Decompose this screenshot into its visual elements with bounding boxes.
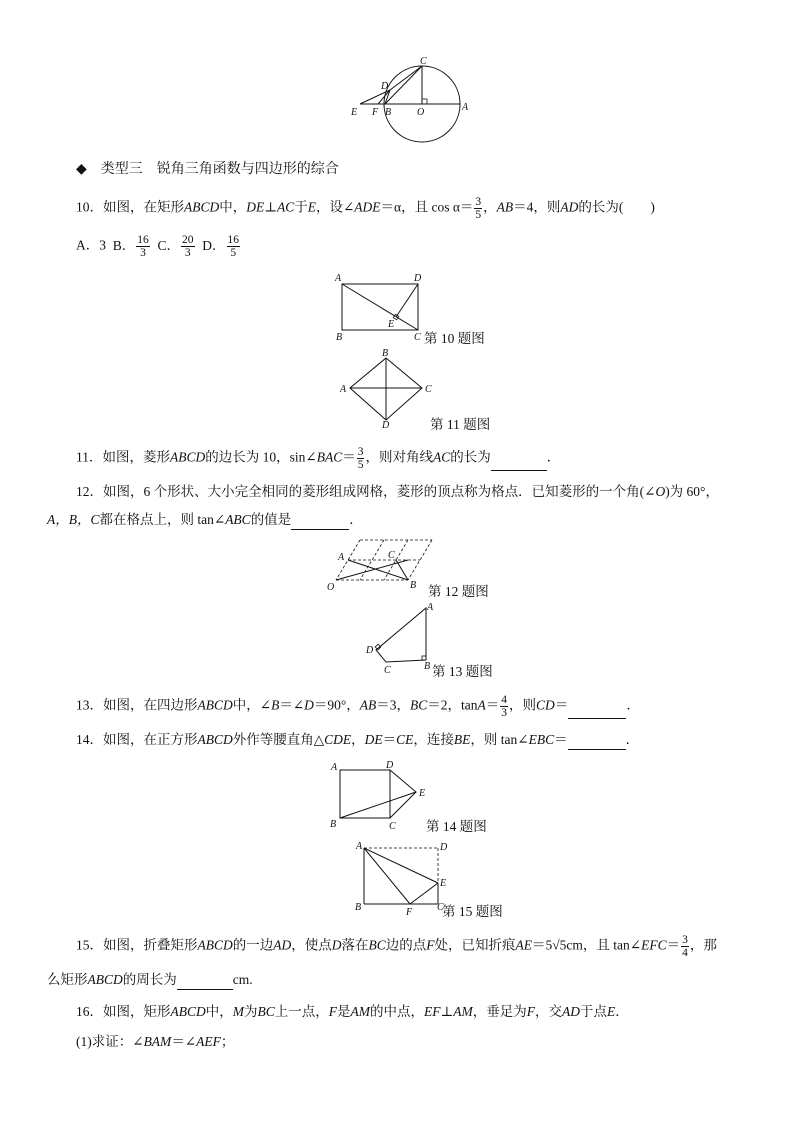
svg-text:C: C xyxy=(384,665,391,676)
label-A: A xyxy=(462,102,469,113)
q12-caption: 第 12 题图 xyxy=(428,584,489,599)
svg-text:B: B xyxy=(330,819,337,830)
svg-text:D: D xyxy=(440,842,448,853)
section-title: 类型三 锐角三角函数与四边形的综合 xyxy=(100,160,339,176)
q14-stem: 14．如图，在正方形ABCD外作等腰直角△CDE，DE＝CE，连接BE，则 tan∠EBC＝ ． xyxy=(76,730,639,750)
q12-stem-line2: A，B，C都在格点上，则 tan∠ABC的值是 ． xyxy=(47,510,363,530)
q11-stem: 11．如图，菱形ABCD的边长为 10，sin∠BAC＝ $\frac{3}{5}$ ，则对角线AC的长为 ． xyxy=(76,446,561,471)
fraction: $\frac{3}{5}$ xyxy=(475,196,482,221)
svg-text:A: A xyxy=(335,273,342,284)
svg-text:F: F xyxy=(406,907,413,918)
q10-options xyxy=(76,234,241,259)
svg-text:E: E xyxy=(419,788,426,799)
q13-stem: 13．如图，在四边形ABCD中，∠B＝∠D＝90°，AB＝3，BC＝2，tanA＝ $\frac{4}{3}$ ，则CD＝ ． xyxy=(76,694,640,719)
q14-figure xyxy=(328,756,438,832)
q15-figure xyxy=(350,838,450,918)
svg-text:D: D xyxy=(366,645,374,656)
diamond-bullet-icon: ◆ xyxy=(76,160,87,176)
q16-stem: 16．如图，矩形ABCD中，M为BC上一点，F是AM的中点，EF⊥AM，垂足为F，交AD于点E． xyxy=(76,1004,629,1019)
answer-blank xyxy=(568,735,626,750)
svg-text:B: B xyxy=(382,348,389,359)
svg-text:D: D xyxy=(414,273,422,284)
q12-stem-line1: 12．如图，6 个形状、大小完全相同的菱形组成网格，菱形的顶点称为格点．已知菱形的一个角(∠O)为 60°， xyxy=(76,484,719,499)
answer-blank xyxy=(291,515,349,530)
svg-text:O: O xyxy=(327,582,335,593)
q11-caption: 第 11 题图 xyxy=(430,417,491,432)
svg-text:C: C xyxy=(414,332,421,343)
svg-text:C: C xyxy=(389,821,396,832)
svg-text:B: B xyxy=(410,580,417,591)
label-E: E xyxy=(351,107,358,118)
svg-text:D: D xyxy=(382,420,390,431)
q11-figure xyxy=(338,348,438,430)
svg-text:A: A xyxy=(427,602,434,613)
label-D: D xyxy=(381,81,389,92)
q13-caption: 第 13 题图 xyxy=(432,664,493,679)
svg-text:B: B xyxy=(336,332,343,343)
option-c: C． $\frac{20}{3}$ xyxy=(157,234,194,259)
svg-text:E: E xyxy=(388,319,395,330)
svg-text:A: A xyxy=(338,552,345,563)
q15-stem-line1: 15．如图，折叠矩形ABCD的一边AD，使点D落在BC边的点F处，已知折痕AE＝5√5cm，且 tan∠EFC＝ $\frac{3}{4}$ ，那 xyxy=(76,934,717,959)
label-B: B xyxy=(385,107,392,118)
svg-text:B: B xyxy=(424,661,431,672)
label-F: F xyxy=(372,107,379,118)
svg-text:A: A xyxy=(340,384,347,395)
svg-text:C: C xyxy=(437,902,444,913)
q16-sub1: (1)求证：∠BAM＝∠AEF； xyxy=(76,1034,235,1049)
svg-text:A: A xyxy=(356,841,363,852)
q15-stem-line2: 么矩形ABCD的周长为 cm. xyxy=(47,970,253,990)
q10-figure xyxy=(334,270,434,344)
svg-text:D: D xyxy=(386,760,394,771)
svg-text:A: A xyxy=(331,762,338,773)
q14-caption: 第 14 题图 xyxy=(426,819,487,834)
svg-text:B: B xyxy=(355,902,362,913)
q15-caption: 第 15 题图 xyxy=(442,904,503,919)
q12-figure xyxy=(324,536,444,592)
option-a: A．3 xyxy=(76,237,106,253)
label-O: O xyxy=(417,107,425,118)
option-d: D． $\frac{16}{5}$ xyxy=(202,234,240,259)
section-heading xyxy=(76,158,339,178)
svg-text:C: C xyxy=(388,550,395,561)
circle-figure xyxy=(340,50,480,150)
answer-blank xyxy=(568,704,626,719)
q10-stem: 10．如图，在矩形ABCD中，DE⊥AC于E，设∠ADE＝α，且 cos α＝ $\frac{3}{5}$ ，AB＝4，则AD的长为( ) xyxy=(76,196,655,221)
label-C: C xyxy=(420,56,427,67)
answer-blank xyxy=(491,456,547,471)
svg-text:E: E xyxy=(440,878,447,889)
q10-caption: 第 10 题图 xyxy=(424,331,485,346)
answer-blank xyxy=(177,975,233,990)
q13-figure xyxy=(362,598,442,678)
svg-text:C: C xyxy=(425,384,432,395)
option-b: B． $\frac{16}{3}$ xyxy=(112,234,149,259)
